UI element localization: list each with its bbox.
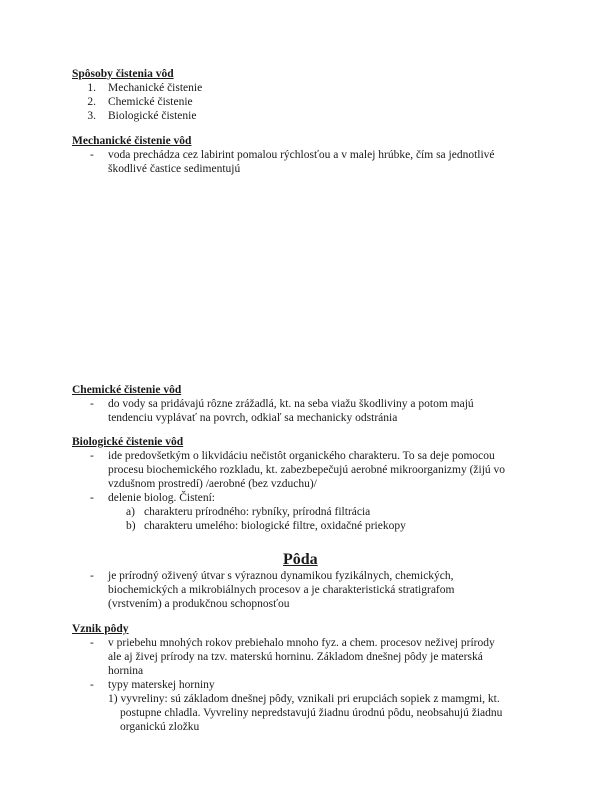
- heading-biologicke: Biologické čistenie vôd: [72, 436, 184, 448]
- bullet-dash: -: [90, 492, 94, 504]
- paragraph-line: v priebehu mnohých rokov prebiehalo mnoho fyz. a chem. procesov neživej prírody: [108, 637, 495, 649]
- paragraph-line: postupne chladla. Vyvreliny nepredstavujú žiadnu úrodnú pôdu, neobsahujú žiadnu: [120, 707, 503, 719]
- sub-list-item: charakteru umelého: biologické filtre, oxidačné priekopy: [144, 520, 406, 532]
- heading-vznik: Vznik pôdy: [72, 623, 129, 635]
- paragraph-line: 1) vyvreliny: sú základom dnešnej pôdy, vznikali pri erupciách sopiek z mamgmi, kt.: [108, 693, 500, 705]
- bullet-dash: -: [90, 398, 94, 410]
- paragraph-line: do vody sa pridávajú rôzne zrážadlá, kt. na seba viažu škodliviny a potom majú: [108, 398, 474, 410]
- bullet-dash: -: [90, 149, 94, 161]
- paragraph-line: škodlivé častice sedimentujú: [108, 163, 241, 175]
- paragraph-line: (vrstvením) a produkčnou schopnosťou: [108, 598, 290, 610]
- paragraph-line: procesu biochemického rozkladu, kt. zabezbepečujú aerobné mikroorganizmy (žijú vo: [108, 464, 506, 476]
- heading-mechanicke: Mechanické čistenie vôd: [72, 135, 192, 147]
- section-title-poda: Pôda: [283, 551, 318, 568]
- list-number: 3.: [87, 110, 96, 122]
- bullet-dash: -: [90, 679, 94, 691]
- paragraph-line: je prírodný oživený útvar s výraznou dynamikou fyzikálnych, chemických,: [108, 570, 454, 582]
- sub-list-label: b): [126, 520, 136, 532]
- list-number: 2.: [87, 96, 96, 108]
- paragraph-line: biochemických a mikrobiálnych procesov a je charakteristická stratigrafom: [108, 584, 455, 596]
- sub-list-item: charakteru prírodného: rybníky, prírodná filtrácia: [144, 506, 371, 518]
- paragraph-line: vzdušnom prostredí) /aerobné (bez vzduchu)/: [108, 478, 317, 490]
- heading-chemicke: Chemické čistenie vôd: [72, 384, 182, 396]
- paragraph-line: ale aj živej prírody na tzv. materskú horninu. Základom dnešnej pôdy je materská: [108, 651, 483, 663]
- paragraph-line: organickú zložku: [120, 721, 200, 733]
- bullet-dash: -: [90, 637, 94, 649]
- paragraph-line: typy materskej horniny: [108, 679, 215, 691]
- heading-sposoby: Spôsoby čistenia vôd: [72, 68, 174, 80]
- paragraph-line: delenie biolog. Čistení:: [108, 492, 215, 504]
- list-item: Chemické čistenie: [108, 96, 193, 108]
- list-item: Mechanické čistenie: [108, 82, 203, 94]
- paragraph-line: hornina: [108, 665, 144, 677]
- bullet-dash: -: [90, 570, 94, 582]
- paragraph-line: voda prechádza cez labirint pomalou rýchlosťou a v malej hrúbke, čím sa jednotlivé: [108, 149, 495, 161]
- sub-list-label: a): [126, 506, 135, 518]
- bullet-dash: -: [90, 450, 94, 462]
- paragraph-line: tendenciu vyplávať na povrch, odkiaľ sa mechanicky odstránia: [108, 412, 398, 424]
- paragraph-line: ide predovšetkým o likvidáciu nečistôt organického charakteru. To sa deje pomocou: [108, 450, 495, 462]
- list-item: Biologické čistenie: [108, 110, 197, 122]
- list-number: 1.: [87, 82, 96, 94]
